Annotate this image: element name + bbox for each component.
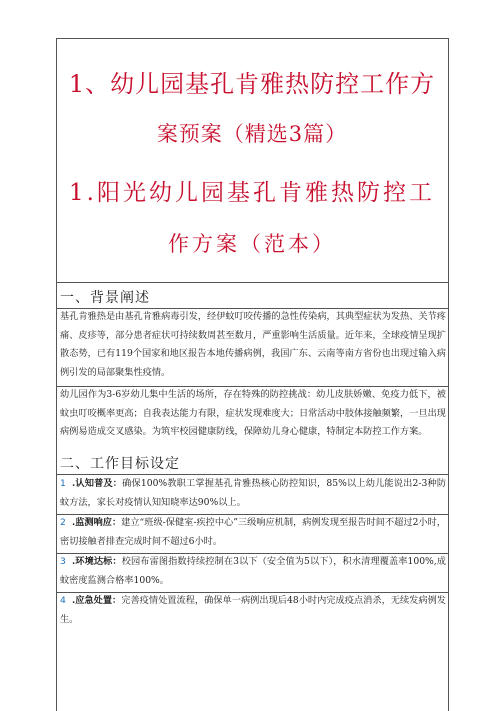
plan-title-line-1: 1.阳光幼儿园基孔肯雅热防控工 <box>69 180 435 206</box>
goal-item-environment <box>60 553 446 590</box>
background-paragraph-2: 幼儿园作为3-6岁幼儿集中生活的场所，存在特殊的防控挑战：幼儿皮肤娇嫩、免疫力低下，被蚊虫叮咬概率更高；自我表达能力有限，症状发现难度大；日常活动中肢体接触频繁，一旦出现病例易造成交叉感染。为筑牢校园健康防线，保障幼儿身心健康，特制定本防控工作方案。 <box>60 389 446 438</box>
background-paragraph-1: 基孔肯雅热是由基孔肯雅病毒引发，经伊蚊叮咬传播的急性传染病，其典型症状为发热、关节疼痛、皮疹等，部分患者症状可持续数周甚至数月，严重影响生活质量。近年来，全球疫情呈现扩散态势，已有119个国家和地区报告本地传播病例，我国广东、云南等南方省份也出现过输入病例引发的局部聚集性疫情。 <box>60 311 446 378</box>
plan-title-line-2: 作方案（范本） <box>168 232 336 256</box>
item-number: 1 <box>60 478 66 489</box>
section-heading-goals: 二、工作目标设定 <box>60 456 180 472</box>
document-title-line-1: 1、幼儿园基孔肯雅热防控工作方 <box>68 70 436 98</box>
item-text: 建立“班级-保健室-疾控中心”三级响应机制，病例发现至报告时间不超过2小时，密切接触者排查完成时间不超过6小时。 <box>60 517 446 547</box>
item-lead: .环境达标： <box>72 556 122 567</box>
item-text: 确保100%教职工掌握基孔肯雅热核心防控知识，85%以上幼儿能说出2-3种防蚊方法，家长对疫情认知知晓率达90%以上。 <box>60 478 447 508</box>
item-number: 4 <box>60 595 66 606</box>
goal-item-emergency <box>60 592 446 629</box>
item-lead: .应急处置： <box>72 595 122 606</box>
goal-item-awareness <box>60 475 446 512</box>
item-lead: .认知普及： <box>72 478 123 489</box>
item-number: 2 <box>60 517 66 528</box>
item-lead: .监测响应： <box>72 517 122 528</box>
goal-item-monitoring <box>60 514 446 551</box>
document-title-line-2: 案预案（精选3篇） <box>156 122 348 146</box>
item-text: 校园布雷图指数持续控制在3以下（安全值为5以下），积水清理覆盖率100%,成蚊密度监测合格率100%。 <box>60 556 446 586</box>
item-text: 完善疫情处置流程，确保单一病例出现后48小时内完成疫点消杀，无续发病例发生。 <box>60 595 446 625</box>
item-number: 3 <box>60 556 66 567</box>
divider <box>56 282 448 283</box>
section-heading-background: 一、背景阐述 <box>60 290 150 306</box>
